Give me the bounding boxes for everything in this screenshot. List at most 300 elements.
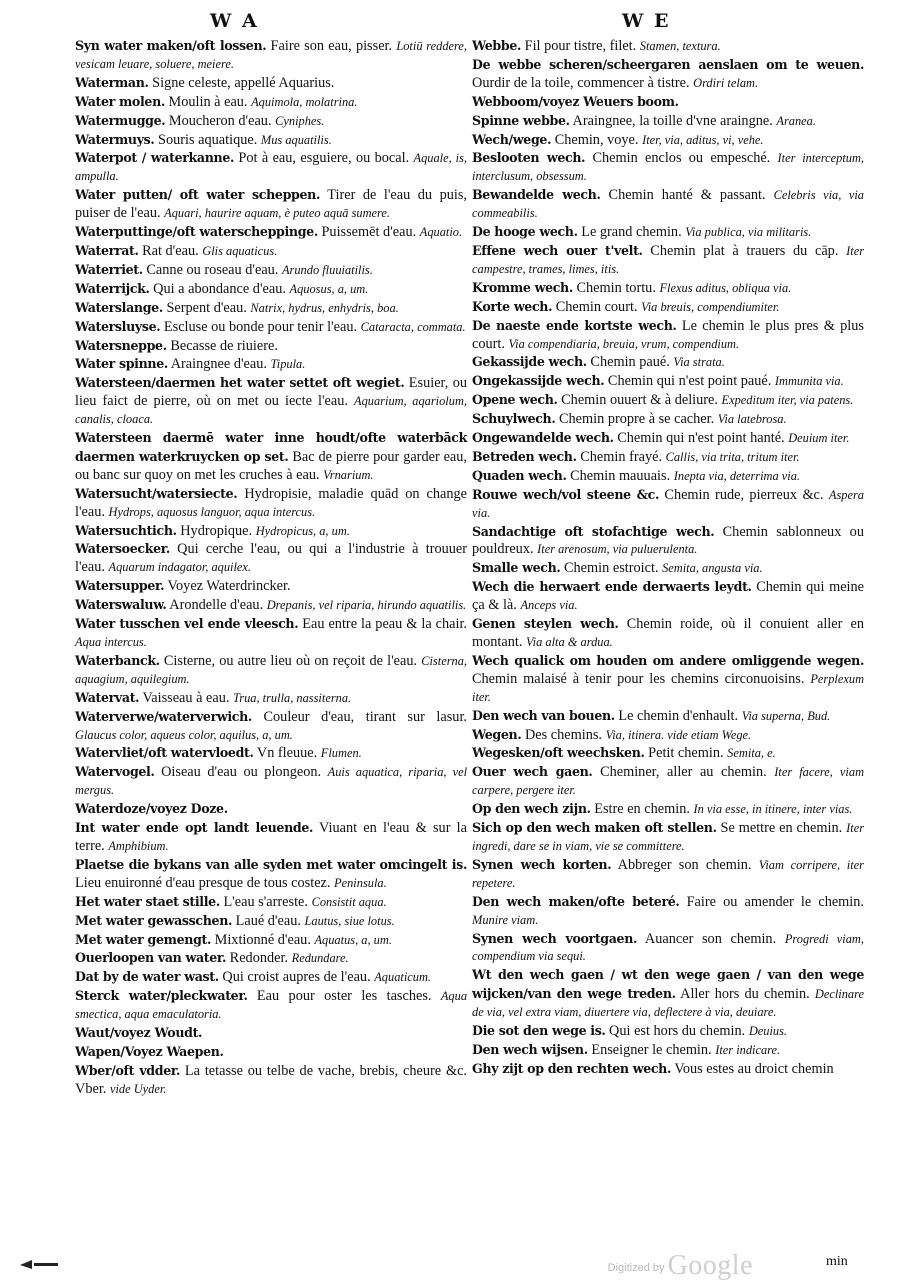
entry-latin: Deuius.: [748, 1024, 788, 1039]
entry-latin: Peninsula.: [334, 875, 387, 890]
dictionary-entry: [75, 819, 467, 856]
dictionary-entry: [472, 652, 864, 707]
entry-french: Chemin qui n'est point hanté.: [617, 430, 785, 447]
entry-latin: Semita, angusta via.: [662, 561, 763, 576]
entry-latin: Flexus aditus, obliqua via.: [659, 280, 792, 295]
entry-french: Mixtionné d'eau.: [214, 931, 311, 948]
entry-french: Couleur d'eau, tirant sur lasur.: [263, 708, 468, 725]
entry-latin: Glis aquaticus.: [202, 243, 278, 258]
entry-latin: Via superna, Bud.: [741, 708, 831, 723]
dictionary-entry: [75, 577, 467, 596]
entry-french: Escluse ou bonde pour tenir l'eau.: [163, 318, 358, 335]
entry-headword: Bewandelde wech.: [472, 187, 601, 203]
entry-latin: Immunita via.: [774, 374, 844, 389]
dictionary-entry: [75, 74, 467, 93]
entry-headword: Quaden wech.: [472, 467, 567, 483]
entry-latin: Glaucus color, aqueus color, aquilus, a, um.: [75, 727, 293, 742]
dictionary-entry: [472, 242, 864, 279]
entry-latin: Aquarum indagator, aquilex.: [108, 560, 252, 575]
dictionary-entry: [75, 652, 467, 689]
entry-headword: Gekassijde wech.: [472, 354, 587, 370]
dictionary-entry: [472, 707, 864, 726]
entry-latin: Iter ingredi, dare se in viam, vie se committere.: [472, 821, 865, 853]
entry-headword: Opene wech.: [472, 392, 558, 408]
entry-latin: Arundo fluuiatilis.: [281, 262, 373, 277]
dictionary-entry: [75, 689, 467, 708]
entry-headword: Waterslange.: [75, 299, 163, 315]
dictionary-entry: [75, 540, 467, 577]
entry-latin: Aquale, is, ampulla.: [75, 151, 467, 184]
entry-latin: Aquatus, a, um.: [314, 932, 392, 947]
dictionary-entry: [472, 930, 864, 967]
entry-french: Araingnee d'eau.: [170, 356, 267, 373]
entry-french: Chemin malaisé à tenir pour les chemins circonuoisins.: [472, 670, 805, 687]
entry-headword: Waut/voyez Woudt.: [75, 1025, 203, 1041]
dictionary-entry: [472, 353, 864, 372]
entry-headword: Korte wech.: [472, 298, 553, 314]
entry-french: Le chemin le plus pres & plus court.: [472, 317, 864, 352]
entry-latin: Vrnarium.: [323, 467, 374, 482]
entry-french: Chemin, voye.: [554, 131, 639, 148]
dictionary-entry: [75, 856, 467, 893]
google-logo: Google: [667, 1250, 753, 1281]
dictionary-entry: [472, 391, 864, 410]
entry-headword: Betreden wech.: [472, 448, 577, 464]
entry-french: Hydropique.: [180, 522, 253, 539]
entry-latin: Expeditum iter, via patens.: [721, 393, 854, 408]
dictionary-entry: [75, 522, 467, 541]
dictionary-entry: [472, 966, 864, 1022]
dictionary-entry: [75, 931, 467, 950]
entry-headword: Wegen.: [472, 726, 522, 742]
entry-french: Vaisseau à eau.: [142, 689, 230, 706]
entry-latin: Flumen.: [320, 746, 362, 761]
dictionary-entry: [75, 280, 467, 299]
entry-latin: Via breuis, compendiumiter.: [641, 299, 780, 314]
entry-latin: Iter facere, viam carpere, pergere iter.: [472, 765, 865, 798]
entry-french: Cisterne, ou autre lieu où on reçoit de l'eau.: [163, 652, 418, 669]
entry-headword: Waterputtinge/oft waterscheppinge.: [75, 224, 318, 240]
entry-french: Chemin tortu.: [576, 279, 656, 296]
entry-latin: Natrix, hydrus, enhydris, boa.: [250, 300, 399, 315]
dictionary-entry: [75, 596, 467, 615]
entry-french: Fil pour tistre, filet.: [524, 38, 637, 54]
dictionary-entry: [75, 987, 467, 1024]
entry-headword: Wber/oft vdder.: [75, 1062, 181, 1078]
entry-headword: Plaetse die bykans van alle syden met water omcingelt is.: [75, 856, 467, 872]
entry-headword: Sich op den wech maken oft stellen.: [472, 820, 717, 836]
entry-latin: Drepanis, vel riparia, hirundo aquatilis.: [266, 598, 467, 613]
dictionary-entry: [472, 800, 864, 819]
dictionary-entry: [472, 744, 864, 763]
entry-headword: Beslooten wech.: [472, 150, 586, 166]
entry-french: Chemin hanté & passant.: [608, 187, 766, 204]
dictionary-entry: [75, 485, 467, 522]
dictionary-entry: [472, 279, 864, 298]
entry-headword: Waterdoze/voyez Doze.: [75, 801, 228, 817]
entry-french: Vn fleuue.: [256, 745, 318, 762]
entry-french: Chemin sablonneux ou pouldreux.: [472, 523, 864, 558]
entry-french: Chemin rude, pierreux &c.: [664, 486, 824, 503]
entry-french: Becasse de riuiere.: [170, 337, 278, 354]
entry-headword: Sterck water/pleckwater.: [75, 988, 248, 1004]
entry-latin: Hydropicus, a, um.: [255, 523, 350, 538]
dictionary-entry: [472, 893, 864, 930]
entry-headword: Ouer wech gaen.: [472, 764, 593, 780]
entry-headword: Waterverwe/waterverwich.: [75, 708, 252, 724]
entry-latin: Via publica, via militaris.: [685, 225, 812, 240]
dictionary-entry: [75, 131, 467, 150]
entry-french: Serpent d'eau.: [166, 299, 247, 316]
entry-latin: Semita, e.: [727, 746, 776, 761]
dictionary-entry: [75, 149, 467, 186]
entry-latin: Iter arenosum, via puluerulenta.: [537, 542, 698, 557]
entry-latin: Via latebrosa.: [717, 412, 787, 427]
dictionary-entry: [75, 1062, 467, 1099]
dictionary-entry: [75, 1043, 467, 1062]
entry-headword: Watersupper.: [75, 578, 165, 594]
entry-headword: Synen wech voortgaen.: [472, 930, 638, 946]
entry-latin: Inepta via, deterrima via.: [673, 468, 801, 483]
entry-french: Chemin paué.: [590, 354, 670, 371]
running-header: [0, 10, 918, 36]
entry-french: Se mettre en chemin.: [720, 820, 843, 837]
entry-french: Laué d'eau.: [235, 912, 301, 929]
entry-french: Chemin mauuais.: [570, 467, 671, 484]
entry-latin: Hydrops, aquosus languor, aqua intercus.: [108, 504, 316, 519]
entry-latin: Aspera via.: [472, 487, 864, 520]
entry-french: Chemin qui n'est point paué.: [607, 373, 772, 390]
entry-headword: Kromme wech.: [472, 279, 573, 295]
entry-latin: Lotiū reddere, vesicam leuare, soluere, meiere.: [75, 39, 467, 71]
right-column: [472, 37, 864, 1079]
entry-french: Eau pour oster les tasches.: [256, 988, 432, 1005]
dictionary-entry: [472, 615, 864, 652]
entry-headword: Watersoecker.: [75, 541, 170, 557]
entry-latin: Aquari, haurire aquam, è puteo aquā sumere.: [164, 206, 390, 221]
dictionary-entry: [472, 410, 864, 429]
entry-latin: Via strata.: [673, 355, 725, 370]
dictionary-entry: [75, 763, 467, 800]
entry-french: Chemin roide, où il conuient aller en montant.: [472, 616, 864, 650]
entry-latin: Cisterna, aquagium, aquilegium.: [75, 653, 467, 686]
entry-latin: Aranea.: [776, 113, 816, 128]
dictionary-entry: [75, 708, 467, 745]
entry-latin: Aquaticum.: [374, 970, 432, 985]
entry-headword: Watersneppe.: [75, 337, 167, 353]
dictionary-entry: [75, 949, 467, 968]
entry-french: Moucheron d'eau.: [168, 112, 272, 129]
entry-headword: Waterpot / waterkanne.: [75, 150, 235, 166]
entry-latin: Anceps via.: [520, 598, 578, 613]
dictionary-entry: [472, 429, 864, 448]
entry-headword: Met water gemengt.: [75, 931, 212, 947]
entry-french: Chemin estroict.: [564, 560, 659, 577]
entry-headword: Water molen.: [75, 93, 165, 109]
entry-headword: Watersucht/watersiecte.: [75, 485, 238, 501]
entry-headword: Wech/wege.: [472, 131, 552, 147]
entry-latin: Mus aquatilis.: [260, 132, 332, 147]
entry-french: Arondelle d'eau.: [169, 597, 264, 614]
entry-headword: Waterswaluw.: [75, 597, 167, 613]
entry-latin: Aqua smectica, aqua emaculatoria.: [75, 989, 468, 1022]
entry-french: Des chemins.: [524, 726, 602, 743]
entry-latin: Viam corripere, iter repetere.: [472, 857, 864, 890]
entry-french: Voyez Waterdrincker.: [167, 578, 291, 595]
dictionary-entry: [472, 186, 864, 223]
entry-french: Chemin enclos ou empesché.: [592, 150, 771, 167]
entry-latin: Redundare.: [291, 951, 349, 966]
entry-headword: Schuylwech.: [472, 411, 556, 427]
entry-headword: Watersuchtich.: [75, 522, 177, 538]
entry-french: Redonder.: [229, 950, 289, 967]
dictionary-entry: [75, 912, 467, 931]
entry-latin: Aquatio.: [419, 225, 463, 240]
dictionary-entry: [472, 1022, 864, 1041]
dictionary-entry: [472, 37, 864, 56]
entry-headword: Den wech van bouen.: [472, 707, 615, 723]
entry-headword: Water spinne.: [75, 356, 168, 372]
entry-latin: Aquarium, aqariolum, canalis, cloaca.: [75, 394, 467, 427]
entry-latin: Progredi viam, compendium via sequi.: [472, 931, 864, 964]
left-column: [75, 37, 467, 1099]
entry-headword: Waterrijck.: [75, 280, 150, 296]
entry-headword: Spinne webbe.: [472, 112, 570, 128]
entry-headword: Rouwe wech/vol steene &c.: [472, 486, 660, 502]
entry-headword: Ouerloopen van water.: [75, 950, 227, 966]
entry-headword: Int water ende opt landt leuende.: [75, 820, 314, 836]
entry-latin: Munire viam.: [472, 912, 539, 927]
entry-headword: De naeste ende kortste wech.: [472, 317, 677, 333]
entry-headword: Synen wech korten.: [472, 856, 612, 872]
entry-headword: De webbe scheren/scheergaren aenslaen om te weuen.: [472, 56, 864, 72]
entry-headword: Het water staet stille.: [75, 893, 220, 909]
entry-latin: Via alta & ardua.: [526, 635, 613, 649]
entry-latin: Via compendiaria, breuia, vrum, compendium.: [508, 336, 740, 351]
dictionary-entry: [75, 893, 467, 912]
entry-french: Eau entre la peau & la chair.: [302, 616, 467, 633]
entry-french: Hydropisie, maladie quād on change l'eau.: [75, 485, 467, 520]
entry-latin: vide Uyder.: [109, 1081, 167, 1096]
entry-headword: Genen steylen wech.: [472, 616, 619, 632]
entry-french: Petit chemin.: [648, 745, 724, 762]
dictionary-entry: [75, 318, 467, 337]
entry-headword: Syn water maken/oft lossen.: [75, 38, 267, 53]
entry-headword: Watermugge.: [75, 112, 166, 128]
entry-french: Enseigner le chemin.: [591, 1041, 712, 1058]
dictionary-entry: [472, 523, 864, 560]
entry-headword: Wt den wech gaen / wt den wege gaen / van den wege wijcken/van den wege treden.: [472, 967, 864, 1002]
entry-latin: In via esse, in itinere, inter vias.: [693, 802, 853, 817]
entry-headword: Wegesken/oft weechsken.: [472, 745, 645, 761]
entry-headword: Die sot den wege is.: [472, 1023, 606, 1039]
dictionary-entry: [472, 559, 864, 578]
entry-headword: Watersluyse.: [75, 318, 161, 334]
entry-french: Lieu enuironné d'eau presque de tous costez.: [75, 874, 331, 891]
entry-latin: Cataracta, commata.: [360, 319, 466, 334]
entry-latin: Iter indicare.: [715, 1042, 781, 1057]
entry-french: Canne ou roseau d'eau.: [146, 261, 279, 278]
dictionary-entry: [472, 131, 864, 150]
entry-latin: Trua, trulla, nassiterna.: [233, 690, 352, 705]
entry-french: Pot à eau, esguiere, ou bocal.: [238, 150, 410, 167]
entry-french: Chemin plat à trauers du cāp.: [650, 242, 839, 259]
dictionary-entry: [472, 726, 864, 745]
dictionary-entry: [472, 1060, 864, 1079]
entry-headword: Watervogel.: [75, 764, 155, 780]
entry-latin: Lautus, siue lotus.: [304, 913, 395, 928]
dictionary-entry: [75, 355, 467, 374]
dictionary-entry: [75, 800, 467, 819]
entry-headword: De hooge wech.: [472, 224, 578, 240]
entry-french: Chemin court.: [555, 298, 638, 315]
dictionary-entry: [472, 448, 864, 467]
entry-latin: Amphibium.: [108, 838, 169, 853]
entry-headword: Den wech wijsen.: [472, 1041, 588, 1057]
dictionary-entry: [75, 299, 467, 318]
entry-headword: Watersteen daermē water inne houdt/ofte waterbāck daermen waterkruycken op set.: [75, 430, 467, 464]
entry-french: Chemin propre à se cacher.: [558, 411, 715, 428]
entry-headword: Ongekassijde wech.: [472, 373, 605, 389]
entry-latin: Aquosus, a, um.: [289, 281, 369, 296]
entry-headword: Webbe.: [472, 38, 522, 53]
entry-french: Estre en chemin.: [594, 801, 690, 818]
dictionary-entry: [75, 112, 467, 131]
entry-latin: Deuium iter.: [788, 431, 850, 446]
entry-headword: Ghy zijt op den rechten wech.: [472, 1060, 672, 1076]
entry-latin: Consistit aqua.: [311, 894, 387, 909]
entry-french: Qui a abondance d'eau.: [153, 280, 286, 297]
entry-headword: Wech qualick om houden om andere omliggende wegen.: [472, 652, 864, 668]
entry-french: La tetasse ou telbe de vache, brebis, cheure &c. Vber.: [75, 1062, 467, 1097]
entry-headword: Water putten/ oft water scheppen.: [75, 187, 320, 203]
dictionary-entry: [75, 242, 467, 261]
entry-latin: Iter interceptum, interclusum, obsessum.: [472, 151, 865, 184]
entry-french: Oiseau d'eau ou plongeon.: [161, 764, 322, 781]
entry-french: Auancer son chemin.: [644, 930, 777, 947]
entry-french: Araingnee, la toille d'vne araingne.: [572, 112, 773, 129]
entry-headword: Waterriet.: [75, 261, 143, 277]
entry-headword: Wech die herwaert ende derwaerts leydt.: [472, 579, 752, 595]
dictionary-entry: [472, 819, 864, 856]
entry-french: Viuant en l'eau & sur la terre.: [75, 820, 467, 854]
dictionary-entry: [75, 744, 467, 763]
entry-headword: Waterbanck.: [75, 652, 160, 668]
dictionary-entry: [472, 1041, 864, 1060]
digitized-watermark: [608, 1250, 753, 1282]
entry-headword: Wapen/Voyez Waepen.: [75, 1043, 224, 1059]
entry-french: Bac de pierre pour garder eau, ou banc sur quoy on met les cruches à eau.: [75, 448, 468, 483]
entry-french: Vous estes au droict chemin: [674, 1060, 834, 1077]
entry-headword: Sandachtige oft stofachtige wech.: [472, 523, 715, 539]
dictionary-entry: [472, 93, 864, 112]
printer-mark-icon: [18, 1256, 64, 1270]
entry-french: Esuier, ou lieu faict de pierre, où on met ou iecte l'eau.: [75, 375, 467, 410]
entry-french: Souris aquatique.: [158, 131, 258, 148]
entry-latin: Iter campestre, trames, limes, itis.: [472, 243, 865, 276]
dictionary-entry: [75, 1024, 467, 1043]
entry-french: Aller hors du chemin.: [680, 986, 810, 1003]
entry-french: Le grand chemin.: [581, 224, 682, 241]
entry-french: Moulin à eau.: [168, 93, 248, 110]
entry-latin: Iter, via, aditus, vi, vehe.: [642, 132, 764, 147]
entry-latin: Declinare de via, vel extra viam, diuertere via, deflectere à via, deuiare.: [472, 987, 864, 1020]
entry-latin: Ordiri telam.: [693, 75, 759, 90]
entry-latin: Callis, via trita, tritum iter.: [665, 449, 800, 464]
entry-headword: Effene wech ouer t'velt.: [472, 242, 643, 258]
dictionary-entry: [472, 112, 864, 131]
entry-french: Abbreger son chemin.: [617, 856, 752, 873]
entry-headword: Watermuys.: [75, 131, 155, 147]
entry-french: Qui croist aupres de l'eau.: [222, 969, 371, 986]
header-left: W A: [210, 10, 259, 32]
entry-latin: Auis aquatica, riparia, vel mergus.: [75, 765, 468, 798]
entry-headword: Watervliet/oft watervloedt.: [75, 745, 254, 761]
entry-headword: Den wech maken/ofte beteré.: [472, 893, 680, 909]
dictionary-entry: [472, 486, 864, 523]
entry-french: Signe celeste, appellé Aquarius.: [152, 74, 335, 91]
entry-french: Cheminer, aller au chemin.: [600, 764, 767, 781]
entry-headword: Met water gewasschen.: [75, 912, 233, 928]
entry-latin: Cyniphes.: [275, 113, 325, 128]
entry-headword: Ongewandelde wech.: [472, 430, 614, 446]
entry-headword: Smalle wech.: [472, 560, 561, 576]
dictionary-entry: [75, 374, 467, 429]
dictionary-entry: [472, 223, 864, 242]
dictionary-entry: [75, 93, 467, 112]
dictionary-entry: [75, 223, 467, 242]
entry-french: Chemin qui meine ça & là.: [472, 579, 864, 614]
entry-headword: Waterrat.: [75, 242, 139, 258]
dictionary-entry: [75, 615, 467, 652]
entry-french: Qui est hors du chemin.: [609, 1023, 746, 1040]
entry-headword: Watervat.: [75, 689, 140, 705]
catchword: min: [826, 1254, 848, 1269]
entry-latin: Stamen, textura.: [639, 39, 721, 53]
entry-french: Rat d'eau.: [142, 242, 199, 259]
entry-latin: Aquimola, molatrina.: [251, 94, 358, 109]
entry-french: L'eau s'arreste.: [223, 893, 308, 910]
dictionary-entry: [75, 968, 467, 987]
dictionary-entry: [75, 337, 467, 356]
entry-headword: Waterman.: [75, 74, 149, 90]
entry-french: Chemin ouuert & à deliure.: [561, 392, 718, 409]
entry-headword: Water tusschen vel ende vleesch.: [75, 616, 299, 632]
watermark-prefix: Digitized by: [607, 1262, 665, 1274]
entry-latin: Celebris via, via commeabilis.: [472, 188, 864, 221]
dictionary-entry: [472, 467, 864, 486]
dictionary-entry: [75, 186, 467, 223]
entry-latin: Via, itinera. vide etiam Wege.: [605, 727, 752, 742]
entry-headword: Watersteen/daermen het water settet oft wegiet.: [75, 375, 405, 391]
dictionary-entry: [75, 37, 467, 74]
entry-french: Ourdir de la toile, commencer à tistre.: [472, 74, 690, 91]
entry-french: Chemin frayé.: [580, 448, 663, 465]
dictionary-entry: [472, 372, 864, 391]
dictionary-entry: [472, 56, 864, 93]
entry-french: Tirer de l'eau du puis, puiser de l'eau.: [75, 187, 467, 222]
dictionary-entry: [75, 429, 467, 485]
entry-french: Faire son eau, pisser.: [270, 38, 393, 54]
dictionary-entry: [472, 578, 864, 615]
entry-headword: Webboom/voyez Weuers boom.: [472, 93, 679, 109]
dictionary-entry: [472, 317, 864, 354]
entry-french: Puissemēt d'eau.: [321, 224, 417, 241]
entry-french: Faire ou amender le chemin.: [686, 893, 865, 910]
entry-latin: Aqua intercus.: [75, 635, 147, 649]
dictionary-entry: [472, 298, 864, 317]
entry-latin: Tipula.: [270, 357, 306, 372]
